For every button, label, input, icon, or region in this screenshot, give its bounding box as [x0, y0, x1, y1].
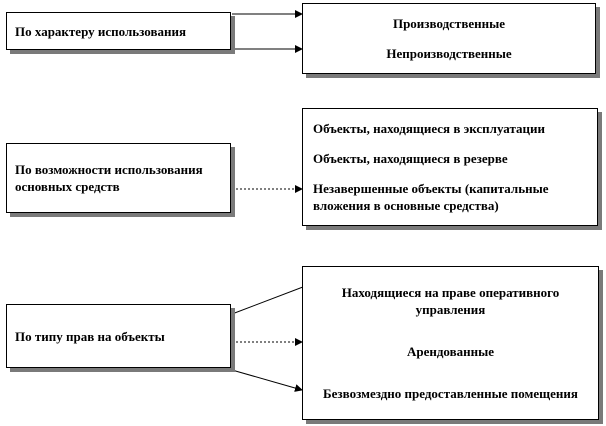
rights-category-label: По типу прав на объекты [15, 328, 165, 344]
usage-types-box [302, 3, 596, 74]
arrow-rights-to-free [232, 370, 302, 390]
rights-category-box [6, 304, 231, 368]
possibility-category-box [6, 143, 231, 213]
possibility-category-label: По возможности использования основных средств [15, 162, 203, 194]
item-nonproduction: Непроизводственные [386, 46, 512, 62]
item-unfinished: Незавершенные объекты (капитальные вложения в основные средства) [313, 181, 549, 214]
item-production: Производственные [392, 15, 506, 31]
item-operational-management: Находящиеся на праве оперативного управления [341, 284, 560, 317]
rights-types-box [302, 266, 599, 420]
usage-category-label: По характеру использования [15, 23, 186, 39]
item-in-reserve: Объекты, находящиеся в резерве [313, 150, 508, 166]
item-leased: Арендованные [406, 343, 495, 359]
item-free-premises: Безвозмездно предоставленные помещения [323, 386, 578, 402]
possibility-types-box [302, 108, 598, 226]
item-in-operation: Объекты, находящиеся в эксплуатации [313, 120, 545, 136]
usage-category-box [6, 12, 231, 50]
